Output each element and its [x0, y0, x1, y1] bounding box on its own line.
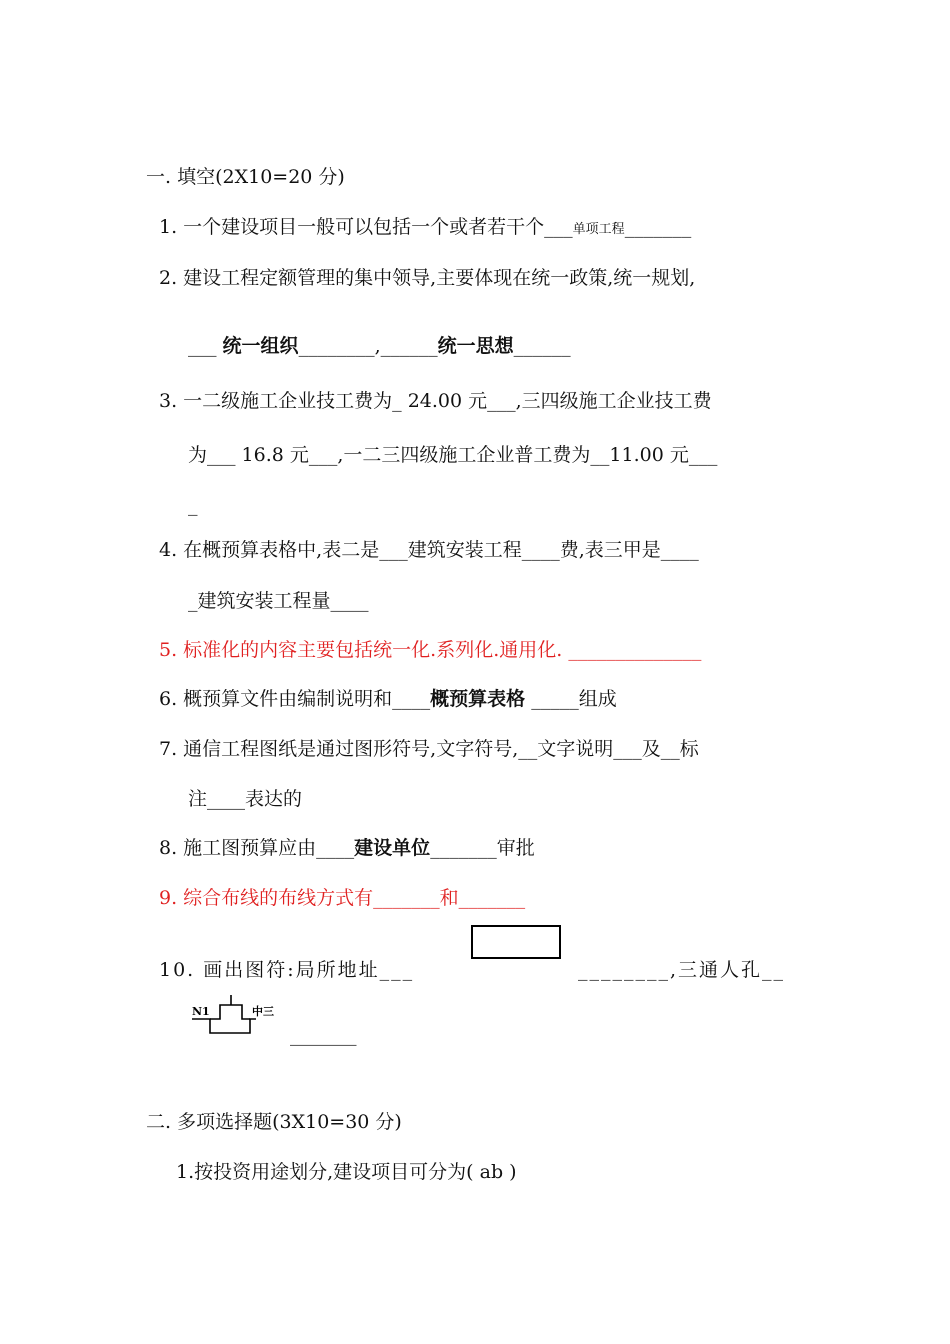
question-2-pre: ___ — [188, 335, 223, 357]
question-4-line2: _建筑安装工程量____ — [188, 590, 369, 612]
question-10-line2: _______ — [290, 1024, 357, 1046]
manhole-right-label: 中三 — [252, 1005, 274, 1018]
question-2-tail: ______ — [513, 335, 571, 357]
three-way-manhole-symbol — [190, 993, 285, 1041]
office-address-symbol — [471, 925, 561, 959]
question-2-line2 — [188, 333, 571, 359]
question-10-line1a: 10. 画出图符:局所地址___ — [159, 959, 415, 981]
manhole-left-label: N1 — [192, 1005, 210, 1018]
question-10-line1b: ________,三通人孔__ — [578, 959, 786, 981]
question-5: 5. 标准化的内容主要包括统一化.系列化.通用化. ______________ — [159, 639, 702, 661]
question-1-text: 1. 一个建设项目一般可以包括一个或者若干个___ — [159, 216, 573, 238]
question-2-answer-1: 统一组织 — [222, 335, 299, 357]
question-6-answer: 概预算表格 — [430, 688, 526, 710]
question-1-tail: _______ — [624, 216, 692, 238]
question-3-line1: 3. 一二级施工企业技工费为_ 24.00 元___,三四级施工企业技工费 — [159, 390, 712, 412]
question-7-line2: 注____表达的 — [188, 788, 303, 810]
question-1 — [159, 214, 691, 243]
section1-title: 一. 填空(2X10=20 分) — [146, 166, 345, 188]
question-7-line1: 7. 通信工程图纸是通过图形符号,文字符号,__文字说明___及__标 — [159, 738, 699, 760]
question-9: 9. 综合布线的布线方式有_______和_______ — [159, 887, 526, 909]
question-8-answer: 建设单位 — [354, 837, 431, 859]
section2-title: 二. 多项选择题(3X10=30 分) — [146, 1111, 402, 1133]
question-8-tail: _______审批 — [430, 837, 535, 859]
question-6-pre: 6. 概预算文件由编制说明和____ — [159, 688, 431, 710]
question-1-answer: 单项工程 — [572, 222, 625, 237]
section2-question-1: 1.按投资用途划分,建设项目可分为( ab ) — [176, 1161, 517, 1183]
question-2-mid: ________,______ — [298, 335, 438, 357]
question-3-line3: _ — [188, 494, 198, 516]
question-6 — [159, 686, 617, 712]
question-8 — [159, 835, 535, 861]
question-8-pre: 8. 施工图预算应由____ — [159, 837, 355, 859]
question-2-answer-2: 统一思想 — [437, 335, 514, 357]
question-6-tail: _____组成 — [525, 688, 617, 710]
question-3-line2: 为___ 16.8 元___,一二三四级施工企业普工费为__11.00 元___ — [188, 444, 718, 466]
question-4-line1: 4. 在概预算表格中,表二是___建筑安装工程____费,表三甲是____ — [159, 539, 699, 561]
question-2-line1: 2. 建设工程定额管理的集中领导,主要体现在统一政策,统一规划, — [159, 267, 696, 289]
